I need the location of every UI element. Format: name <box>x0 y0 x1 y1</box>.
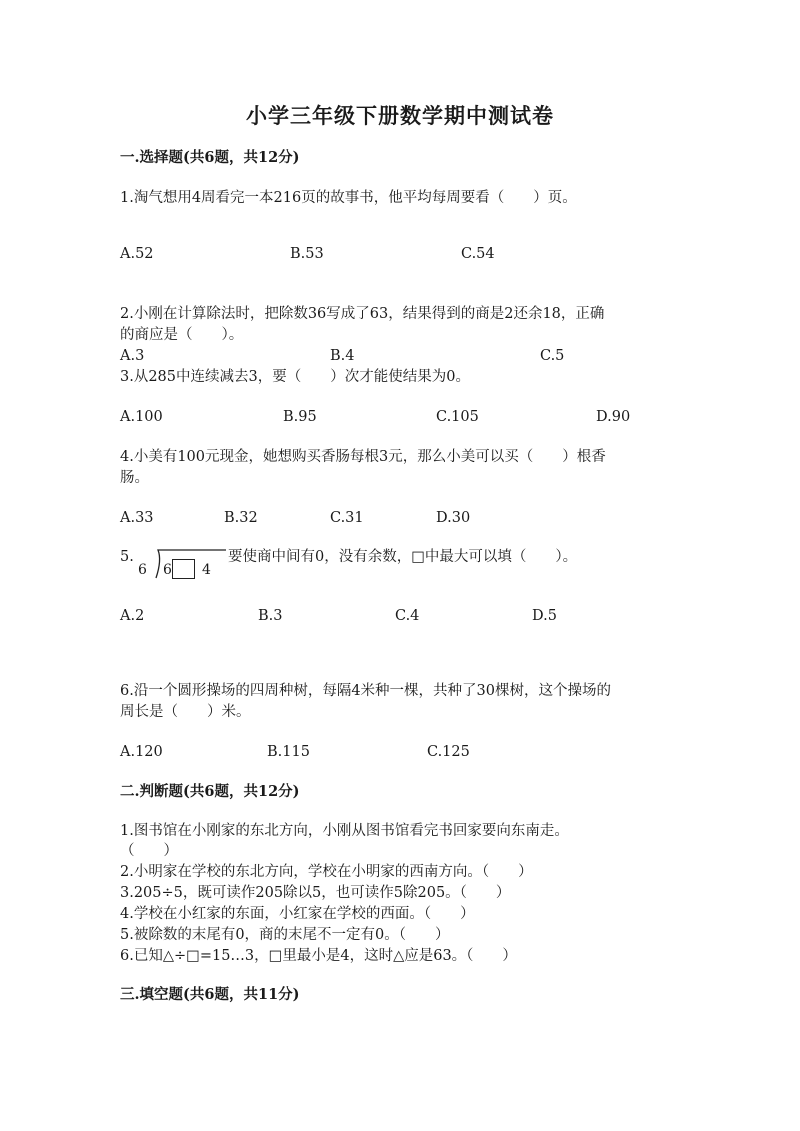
question-5-option-d: D.5 <box>532 608 557 624</box>
question-3-option-a: A.100 <box>120 409 163 425</box>
question-4-text-line1: 4.小美有100元现金，她想购买香肠每根3元，那么小美可以买（ ）根香 <box>120 449 606 465</box>
question-1-option-b: B.53 <box>290 246 324 262</box>
question-6-option-a: A.120 <box>120 744 163 760</box>
question-1-option-c: C.54 <box>461 246 495 262</box>
judge-6-text: 6.已知△÷□=15…3，□里最小是4，这时△应是63。（ ） <box>120 948 517 964</box>
question-4-option-b: B.32 <box>224 510 258 526</box>
blank-box <box>172 559 195 579</box>
question-5-option-b: B.3 <box>258 608 283 624</box>
page-title: 小学三年级下册数学期中测试卷 <box>246 103 554 128</box>
judge-3-text: 3.205÷5，既可读作205除以5，也可读作5除205。（ ） <box>120 885 511 901</box>
question-2-option-b: B.4 <box>330 348 355 364</box>
question-4-option-d: D.30 <box>436 510 471 526</box>
question-4-text-line2: 肠。 <box>120 470 149 486</box>
question-5-option-c: C.4 <box>395 608 420 624</box>
section-heading-fill: 三.填空题(共6题，共11分) <box>120 986 300 1003</box>
question-2-text-line1: 2.小刚在计算除法时，把除数36写成了63，结果得到的商是2还余18，正确 <box>120 306 605 322</box>
question-2-option-c: C.5 <box>540 348 565 364</box>
question-6-text-line1: 6.沿一个圆形操场的四周种树，每隔4米种一棵，共种了30棵树，这个操场的 <box>120 683 612 699</box>
question-1-text: 1.淘气想用4周看完一本216页的故事书，他平均每周要看（ ）页。 <box>120 190 577 206</box>
question-5-number: 5. <box>120 549 134 565</box>
division-dividend-first-digit: 6 <box>163 562 172 578</box>
section-heading-judge: 二.判断题(共6题，共12分) <box>120 783 300 800</box>
question-2-option-a: A.3 <box>120 348 145 364</box>
judge-1-text-line2: （ ） <box>120 843 178 859</box>
section-heading-choice: 一.选择题(共6题，共12分) <box>120 149 300 166</box>
question-1-option-a: A.52 <box>120 246 154 262</box>
question-6-option-b: B.115 <box>267 744 310 760</box>
judge-4-text: 4.学校在小红家的东面，小红家在学校的西面。（ ） <box>120 906 475 922</box>
question-3-option-c: C.105 <box>436 409 479 425</box>
division-dividend-last-digit: 4 <box>202 562 211 578</box>
question-6-text-line2: 周长是（ ）米。 <box>120 704 251 720</box>
judge-5-text: 5.被除数的末尾有0，商的末尾不一定有0。（ ） <box>120 927 450 943</box>
question-6-option-c: C.125 <box>427 744 470 760</box>
question-3-option-b: B.95 <box>283 409 317 425</box>
question-4-option-c: C.31 <box>330 510 364 526</box>
judge-1-text-line1: 1.图书馆在小刚家的东北方向，小刚从图书馆看完书回家要向东南走。 <box>120 823 569 839</box>
question-5-text: 要使商中间有0，没有余数，□中最大可以填（ ）。 <box>228 549 578 565</box>
division-divisor: 6 <box>138 562 147 578</box>
question-5-option-a: A.2 <box>120 608 145 624</box>
question-2-text-line2: 的商应是（ ）。 <box>120 327 244 343</box>
question-3-text: 3.从285中连续减去3，要（ ）次才能使结果为0。 <box>120 369 470 385</box>
question-3-option-d: D.90 <box>596 409 631 425</box>
judge-2-text: 2.小明家在学校的东北方向，学校在小明家的西南方向。（ ） <box>120 864 533 880</box>
question-4-option-a: A.33 <box>120 510 154 526</box>
